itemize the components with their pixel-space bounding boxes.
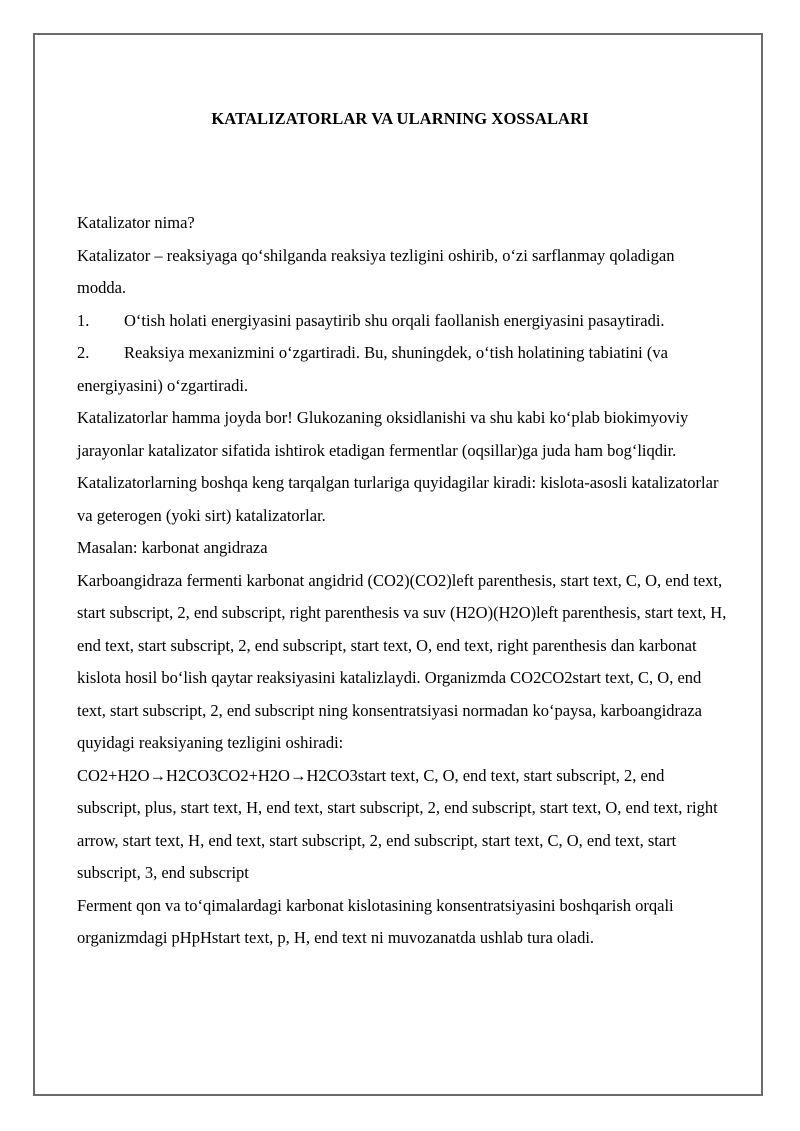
paragraph-equation: CO2+H2O→H2CO3CO2+H2O→H2CO3start text, C, O, end text, start subscript, 2, end subscript, plus, start text, H, end text, start subscript, 2, end subscript, start text, O, end text, right arrow, start text, H, end text, start subscript, 2, end subscript, start text, C, O, end text, start subscript, 3, end subscript [77,765,718,882]
list-item [77,337,727,402]
list-item-text: Reaksiya mexanizmini oʻzgartiradi. Bu, shuningdek, oʻtish holatining tabiatini (va energiyasini) oʻzgartiradi. [77,343,668,395]
paragraph-example: Masalan: karbonat angidraza [77,538,268,557]
paragraph-question: Katalizator nima? [77,213,195,232]
document-title: KATALIZATORLAR VA ULARNING XOSSALARI [211,109,589,128]
list-item-number: 2. [77,343,90,362]
paragraph-carbonic-anhydrase: Karboangidraza fermenti karbonat angidrid (CO2)(CO2)left parenthesis, start text, C, O, end text, start subscript, 2, end subscript, right parenthesis va suv (H2O)(H2O)left parenthesis, start text, H, end text, start subscript, 2, end subscript, start text, O, end text, right parenthesis dan karbonat kislota hosil boʻlish qaytar reaksiyasini katalizlaydi. Organizmda CO2CO2start text, C, O, end text, start subscript, 2, end subscript ning konsentratsiyasi normadan koʻpaysa, karboangidraza quyidagi reaksiyaning tezligini oshiradi: [77,570,727,752]
list-item-text: Oʻtish holati energiyasini pasaytirib shu orqali faollanish energiyasini pasaytiradi. [124,310,665,330]
paragraph-enzymes: Katalizatorlar hamma joyda bor! Glukozaning oksidlanishi va shu kabi koʻplab biokimyoviy jarayonlar katalizator sifatida ishtirok etadigan fermentlar (oqsillar)ga juda ham bogʻliqdir. [77,408,689,460]
list-item-number: 1. [77,310,90,330]
list-item [77,305,727,338]
paragraph-catalyst-types: Katalizatorlarning boshqa keng tarqalgan turlariga quyidagilar kiradi: kislota-asosli katalizatorlar va geterogen (yoki sirt) katalizatorlar. [77,473,719,525]
document-body [77,207,727,955]
paragraph-definition: Katalizator – reaksiyaga qoʻshilganda reaksiya tezligini oshirib, oʻzi sarflanmay qoladigan modda. [77,245,675,297]
paragraph-ph-balance: Ferment qon va toʻqimalardagi karbonat kislotasining konsentratsiyasini boshqarish orqali organizmdagi pHpHstart text, p, H, end text ni muvozanatda ushlab tura oladi. [77,895,674,947]
